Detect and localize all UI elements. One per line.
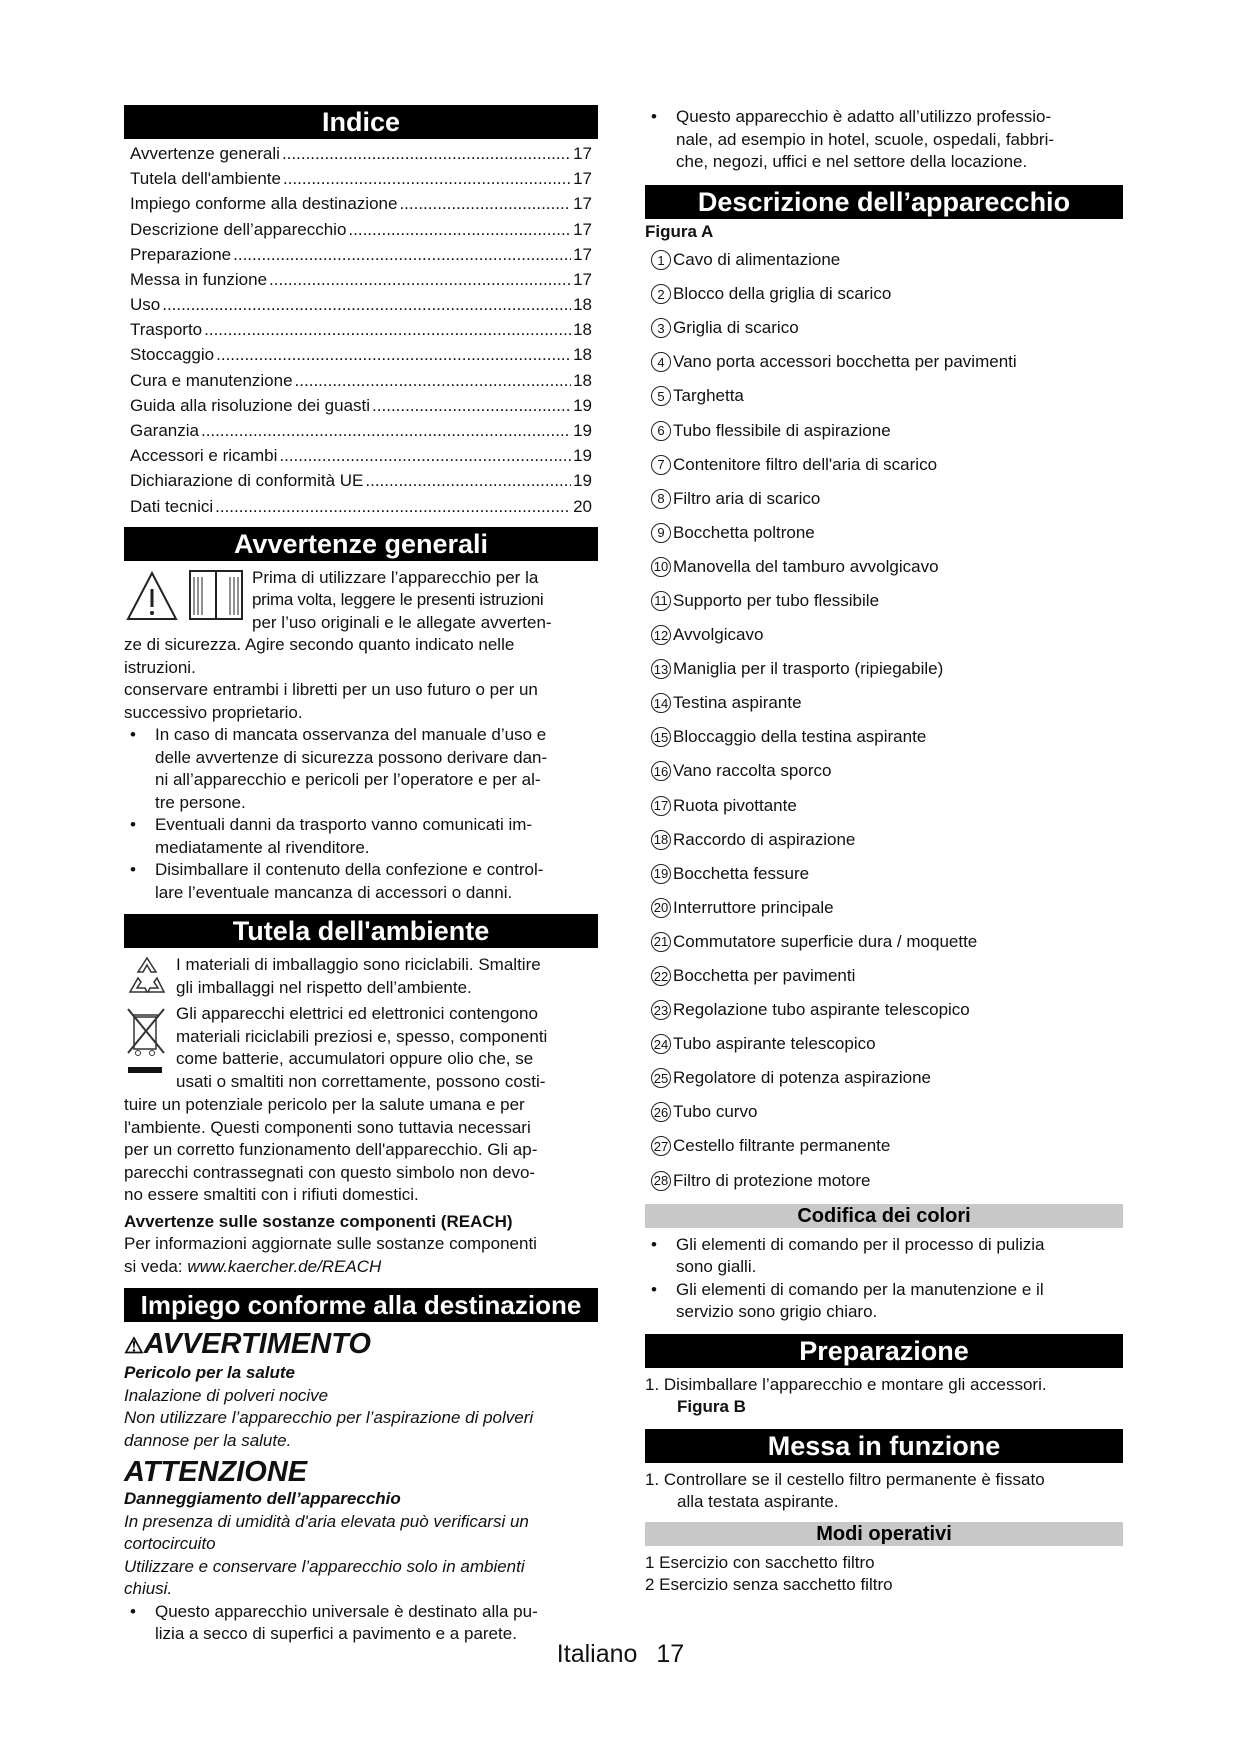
- text-line: no essere smaltiti con i rifiuti domestici.: [124, 1185, 419, 1205]
- reach-title: Avvertenze sulle sostanze componenti (REACH): [124, 1211, 513, 1231]
- caution-subtitle: Danneggiamento dell’apparecchio: [124, 1489, 401, 1509]
- part-number-badge: 10: [651, 557, 671, 577]
- warning-title: [124, 1328, 598, 1362]
- toc-entry-title: Trasporto: [130, 320, 203, 340]
- toc-entry-page: 17: [573, 244, 592, 264]
- toc-entry-page: 19: [573, 395, 592, 415]
- part-item: [645, 959, 1123, 993]
- text-line: • Gli elementi di comando per la manutenzione e il: [676, 1279, 1044, 1299]
- toc-entry-title: Descrizione dell’apparecchio: [130, 219, 347, 239]
- recycle-icon: [124, 954, 176, 1003]
- part-label: Filtro di protezione motore: [673, 1170, 871, 1190]
- toc-leader-dots: [216, 342, 571, 367]
- parts-list: [645, 243, 1123, 1198]
- text-line: per un corretto funzionamento dell'apparecchio. Gli ap-: [124, 1140, 538, 1160]
- part-label: Blocco della griglia di scarico: [673, 284, 892, 304]
- part-label: Bloccaggio della testina aspirante: [673, 727, 927, 747]
- figure-label: Figura A: [645, 221, 714, 241]
- toc-entry-title: Uso: [130, 295, 161, 315]
- part-item: [645, 1027, 1123, 1061]
- toc-leader-dots: [201, 418, 571, 443]
- part-item: [645, 1061, 1123, 1095]
- part-number-badge: 15: [651, 727, 671, 747]
- text-line: ni all’apparecchio e pericoli per l’operatore e per al-: [155, 770, 541, 790]
- reach-link-line: [124, 1256, 598, 1279]
- text-line: istruzioni.: [124, 657, 196, 677]
- toc-leader-dots: [372, 393, 571, 418]
- right-column: [645, 106, 1123, 1597]
- text-line: si veda:: [124, 1256, 188, 1276]
- part-item: [645, 652, 1123, 686]
- general-heading: Avvertenze generali: [124, 527, 598, 561]
- part-number-badge: 21: [651, 932, 671, 952]
- toc-entry-title: Stoccaggio: [130, 345, 215, 365]
- part-label: Vano raccolta sporco: [673, 761, 832, 781]
- toc-leader-dots: [282, 141, 571, 166]
- part-label: Griglia di scarico: [673, 318, 799, 338]
- part-number-badge: 25: [651, 1068, 671, 1088]
- toc-entry-page: 19: [573, 421, 592, 441]
- part-number-badge: 28: [651, 1171, 671, 1191]
- toc-entry-page: 19: [573, 446, 592, 466]
- text-line: • Questo apparecchio è adatto all’utilizzo professio-: [676, 107, 1052, 126]
- toc-entry-title: Impiego conforme alla destinazione: [130, 194, 398, 214]
- part-number-badge: 3: [651, 318, 671, 338]
- toc-entry-page: 18: [573, 345, 592, 365]
- text-line: Per informazioni aggiornate sulle sostanze componenti: [124, 1234, 537, 1254]
- toc-entry-page: 18: [573, 295, 592, 315]
- toc-entry-page: 20: [573, 496, 592, 516]
- startup-step: 1. Controllare se il cestello filtro permanente è fissato: [645, 1469, 1045, 1489]
- text-line: I materiali di imballaggio sono riciclabili. Smaltire: [176, 955, 541, 975]
- text-line: sono gialli.: [676, 1257, 757, 1277]
- text-line: l'ambiente. Questi componenti sono tuttavia necessari: [124, 1117, 531, 1137]
- part-number-badge: 27: [651, 1136, 671, 1156]
- toc-entry-title: Preparazione: [130, 244, 232, 264]
- toc-entry-page: 18: [573, 320, 592, 340]
- part-label: Filtro aria di scarico: [673, 488, 821, 508]
- part-item: [645, 993, 1123, 1027]
- toc-leader-dots: [279, 443, 571, 468]
- part-item: [645, 277, 1123, 311]
- part-item: [645, 1164, 1123, 1198]
- toc-entry[interactable]: [124, 217, 598, 242]
- text-line: In presenza di umidità d'aria elevata può verificarsi un: [124, 1511, 529, 1531]
- part-label: Vano porta accessori bocchetta per pavimenti: [673, 352, 1017, 372]
- toc-leader-dots: [162, 292, 571, 317]
- page-footer: [0, 1640, 1241, 1669]
- part-number-badge: 7: [651, 455, 671, 475]
- part-number-badge: 1: [651, 250, 671, 270]
- part-number-badge: 26: [651, 1102, 671, 1122]
- part-item: [645, 311, 1123, 345]
- text-line: servizio sono grigio chiaro.: [676, 1302, 878, 1322]
- warning-triangle-icon: [124, 567, 256, 633]
- list-item: [124, 859, 598, 904]
- text-line: cortocircuito: [124, 1534, 216, 1554]
- text-line: per l’uso originali e le allegate avverten-: [252, 612, 552, 632]
- warning-title-text: AVVERTIMENTO: [143, 1328, 371, 1361]
- part-item: [645, 1095, 1123, 1129]
- toc-entry[interactable]: [124, 368, 598, 393]
- list-item: [645, 1279, 1123, 1324]
- toc-entry[interactable]: [124, 343, 598, 368]
- part-label: Cavo di alimentazione: [673, 250, 841, 270]
- part-number-badge: 11: [651, 591, 671, 611]
- part-item: [645, 243, 1123, 277]
- part-number-badge: 24: [651, 1034, 671, 1054]
- part-item: [645, 720, 1123, 754]
- part-label: Commutatore superficie dura / moquette: [673, 931, 978, 951]
- part-item: [645, 413, 1123, 447]
- color-coding-heading: Codifica dei colori: [645, 1204, 1123, 1228]
- part-item: [645, 891, 1123, 925]
- part-number-badge: 22: [651, 966, 671, 986]
- text-line: • In caso di mancata osservanza del manuale d’uso e: [155, 725, 547, 745]
- toc-entry-title: Guida alla risoluzione dei guasti: [130, 395, 371, 415]
- toc-list: [124, 141, 598, 519]
- part-label: Regolazione tubo aspirante telescopico: [673, 1000, 970, 1020]
- weee-text: [176, 1003, 547, 1094]
- warning-manual-icons: [124, 567, 256, 633]
- part-number-badge: 6: [651, 421, 671, 441]
- text-line: dannose per la salute.: [124, 1430, 292, 1450]
- toc-entry-page: 19: [573, 471, 592, 491]
- toc-entry-page: 17: [573, 269, 592, 289]
- toc-leader-dots: [365, 468, 571, 493]
- text-line: • Eventuali danni da trasporto vanno comunicati im-: [155, 815, 533, 835]
- part-number-badge: 17: [651, 796, 671, 816]
- toc-entry-title: Messa in funzione: [130, 269, 268, 289]
- weee-block: [124, 1003, 598, 1094]
- text-line: tuire un potenziale pericolo per la salute umana e per: [124, 1095, 525, 1115]
- part-label: Testina aspirante: [673, 693, 802, 713]
- part-label: Raccordo di aspirazione: [673, 829, 856, 849]
- part-label: Tubo curvo: [673, 1102, 758, 1122]
- text-line: Non utilizzare l’apparecchio per l’aspirazione di polveri: [124, 1408, 534, 1428]
- text-line: prima volta, leggere le presenti istruzioni: [252, 590, 544, 610]
- text-line: Prima di utilizzare l’apparecchio per la: [252, 567, 539, 587]
- part-label: Ruota pivottante: [673, 795, 797, 815]
- toc-heading: Indice: [124, 105, 598, 139]
- toc-leader-dots: [348, 217, 571, 242]
- text-line: che, negozi, uffici e nel settore della locazione.: [676, 152, 1028, 171]
- part-number-badge: 12: [651, 625, 671, 645]
- text-line: come batterie, accumulatori oppure olio che, se: [176, 1049, 534, 1069]
- toc-entry[interactable]: [124, 418, 598, 443]
- part-item: [645, 754, 1123, 788]
- part-item: [645, 857, 1123, 891]
- warning-triangle-icon: ⚠: [124, 1333, 144, 1359]
- toc-entry[interactable]: [124, 166, 598, 191]
- text-line: successivo proprietario.: [124, 702, 303, 722]
- part-label: Cestello filtrante permanente: [673, 1136, 891, 1156]
- part-number-badge: 19: [651, 864, 671, 884]
- general-intro-text: [252, 567, 552, 635]
- reach-link[interactable]: www.kaercher.de/REACH: [187, 1256, 382, 1276]
- part-label: Maniglia per il trasporto (ripiegabile): [673, 659, 944, 679]
- recycle-text: [176, 954, 541, 1003]
- text-line: chiusi.: [124, 1579, 173, 1599]
- text-line: parecchi contrassegnati con questo simbolo non devo-: [124, 1162, 536, 1182]
- part-label: Tubo flessibile di aspirazione: [673, 420, 891, 440]
- toc-entry[interactable]: [124, 443, 598, 468]
- text-line: Utilizzare e conservare l’apparecchio solo in ambienti: [124, 1556, 525, 1576]
- part-item: [645, 789, 1123, 823]
- toc-entry[interactable]: [124, 242, 598, 267]
- part-item: [645, 618, 1123, 652]
- part-label: Interruttore principale: [673, 897, 834, 917]
- part-item: [645, 550, 1123, 584]
- text-line: • Gli elementi di comando per il processo di pulizia: [676, 1234, 1045, 1254]
- part-number-badge: 4: [651, 352, 671, 372]
- recycle-block: [124, 954, 598, 1003]
- toc-entry[interactable]: [124, 141, 598, 166]
- text-line: mediatamente al rivenditore.: [155, 837, 370, 857]
- toc-entry-title: Tutela dell'ambiente: [130, 169, 281, 189]
- toc-entry-page: 17: [573, 169, 592, 189]
- list-item: [124, 724, 598, 814]
- toc-entry-page: 17: [573, 219, 592, 239]
- part-label: Supporto per tubo flessibile: [673, 590, 880, 610]
- part-label: Manovella del tamburo avvolgicavo: [673, 556, 939, 576]
- toc-leader-dots: [233, 242, 571, 267]
- general-intro: [124, 567, 598, 635]
- preparation-heading: Preparazione: [645, 1334, 1123, 1368]
- part-item: [645, 516, 1123, 550]
- part-item: [645, 345, 1123, 379]
- part-number-badge: 8: [651, 489, 671, 509]
- toc-entry-title: Garanzia: [130, 421, 199, 441]
- part-number-badge: 5: [651, 386, 671, 406]
- text-line: nale, ad esempio in hotel, scuole, ospedali, fabbri-: [676, 129, 1055, 149]
- text-line: • Questo apparecchio universale è destinato alla pu-: [155, 1601, 538, 1621]
- part-label: Regolatore di potenza aspirazione: [673, 1068, 932, 1088]
- part-item: [645, 925, 1123, 959]
- part-item: [645, 1129, 1123, 1163]
- part-label: Bocchetta fessure: [673, 863, 810, 883]
- toc-entry[interactable]: [124, 292, 598, 317]
- text-line: Inalazione di polveri nocive: [124, 1385, 329, 1405]
- left-column: [124, 105, 598, 1646]
- toc-entry-title: Avvertenze generali: [130, 143, 280, 163]
- part-label: Bocchetta per pavimenti: [673, 966, 856, 986]
- toc-leader-dots: [399, 191, 571, 216]
- part-number-badge: 14: [651, 693, 671, 713]
- toc-entry-title: Dati tecnici: [130, 496, 214, 516]
- part-label: Tubo aspirante telescopico: [673, 1034, 876, 1054]
- startup-heading: Messa in funzione: [645, 1429, 1123, 1463]
- preparation-step: 1. Disimballare l’apparecchio e montare gli accessori.: [645, 1374, 1047, 1394]
- toc-entry[interactable]: [124, 468, 598, 493]
- mode-item: 1 Esercizio con sacchetto filtro: [645, 1552, 875, 1572]
- toc-entry-title: Accessori e ricambi: [130, 446, 278, 466]
- text-line: tre persone.: [155, 792, 246, 812]
- list-item: [645, 106, 1123, 174]
- text-line: ze di sicurezza. Agire secondo quanto indicato nelle: [124, 635, 515, 655]
- part-label: Bocchetta poltrone: [673, 522, 815, 542]
- part-label: Targhetta: [673, 386, 744, 406]
- footer-language: Italiano: [556, 1640, 638, 1668]
- text-line: gli imballaggi nel rispetto dell’ambiente.: [176, 977, 472, 997]
- startup-step: alla testata aspirante.: [677, 1492, 839, 1512]
- part-label: Avvolgicavo: [673, 625, 764, 645]
- text-line: conservare entrambi i libretti per un uso futuro o per un: [124, 680, 538, 700]
- list-item: [645, 1234, 1123, 1279]
- figure-label: Figura B: [677, 1397, 746, 1417]
- text-line: • Disimballare il contenuto della confezione e control-: [155, 860, 544, 880]
- text-line: materiali riciclabili preziosi e, spesso, componenti: [176, 1026, 548, 1046]
- part-item: [645, 823, 1123, 857]
- toc-entry-page: 17: [573, 143, 592, 163]
- part-number-badge: 23: [651, 1000, 671, 1020]
- part-number-badge: 16: [651, 761, 671, 781]
- part-item: [645, 584, 1123, 618]
- part-item: [645, 379, 1123, 413]
- toc-entry[interactable]: [124, 494, 598, 519]
- toc-entry[interactable]: [124, 191, 598, 216]
- caution-title: ATTENZIONE: [124, 1456, 308, 1489]
- text-line: lizia a secco di superfici a pavimento e a parete.: [155, 1624, 517, 1644]
- weee-bin-icon: [124, 1003, 176, 1094]
- text-line: delle avvertenze di sicurezza possono derivare dan-: [155, 747, 548, 767]
- toc-entry-page: 18: [573, 370, 592, 390]
- toc-entry-page: 17: [573, 194, 592, 214]
- part-label: Contenitore filtro dell'aria di scarico: [673, 454, 938, 474]
- part-item: [645, 448, 1123, 482]
- manual-book-icon: [190, 571, 242, 619]
- toc-leader-dots: [295, 368, 572, 393]
- environment-heading: Tutela dell'ambiente: [124, 914, 598, 948]
- mode-item: 2 Esercizio senza sacchetto filtro: [645, 1575, 893, 1595]
- part-item: [645, 482, 1123, 516]
- toc-entry[interactable]: [124, 267, 598, 292]
- part-number-badge: 9: [651, 523, 671, 543]
- page-number: 17: [656, 1640, 685, 1668]
- text-line: lare l’eventuale mancanza di accessori o danni.: [155, 882, 513, 902]
- part-number-badge: 18: [651, 830, 671, 850]
- toc-leader-dots: [204, 317, 571, 342]
- toc-leader-dots: [269, 267, 571, 292]
- toc-entry[interactable]: [124, 393, 598, 418]
- text-line: Gli apparecchi elettrici ed elettronici contengono: [176, 1004, 538, 1024]
- toc-entry[interactable]: [124, 317, 598, 342]
- list-item: [124, 814, 598, 859]
- part-number-badge: 2: [651, 284, 671, 304]
- part-number-badge: 20: [651, 898, 671, 918]
- modes-heading: Modi operativi: [645, 1522, 1123, 1546]
- description-heading: Descrizione dell’apparecchio: [645, 185, 1123, 219]
- toc-leader-dots: [215, 494, 571, 519]
- toc-leader-dots: [283, 166, 571, 191]
- part-number-badge: 13: [651, 659, 671, 679]
- text-line: usati o smaltiti non correttamente, possono costi-: [176, 1071, 546, 1091]
- toc-entry-title: Dichiarazione di conformità UE: [130, 471, 364, 491]
- intended-use-heading: Impiego conforme alla destinazione: [124, 1288, 598, 1322]
- toc-entry-title: Cura e manutenzione: [130, 370, 293, 390]
- warning-subtitle: Pericolo per la salute: [124, 1363, 296, 1383]
- part-item: [645, 686, 1123, 720]
